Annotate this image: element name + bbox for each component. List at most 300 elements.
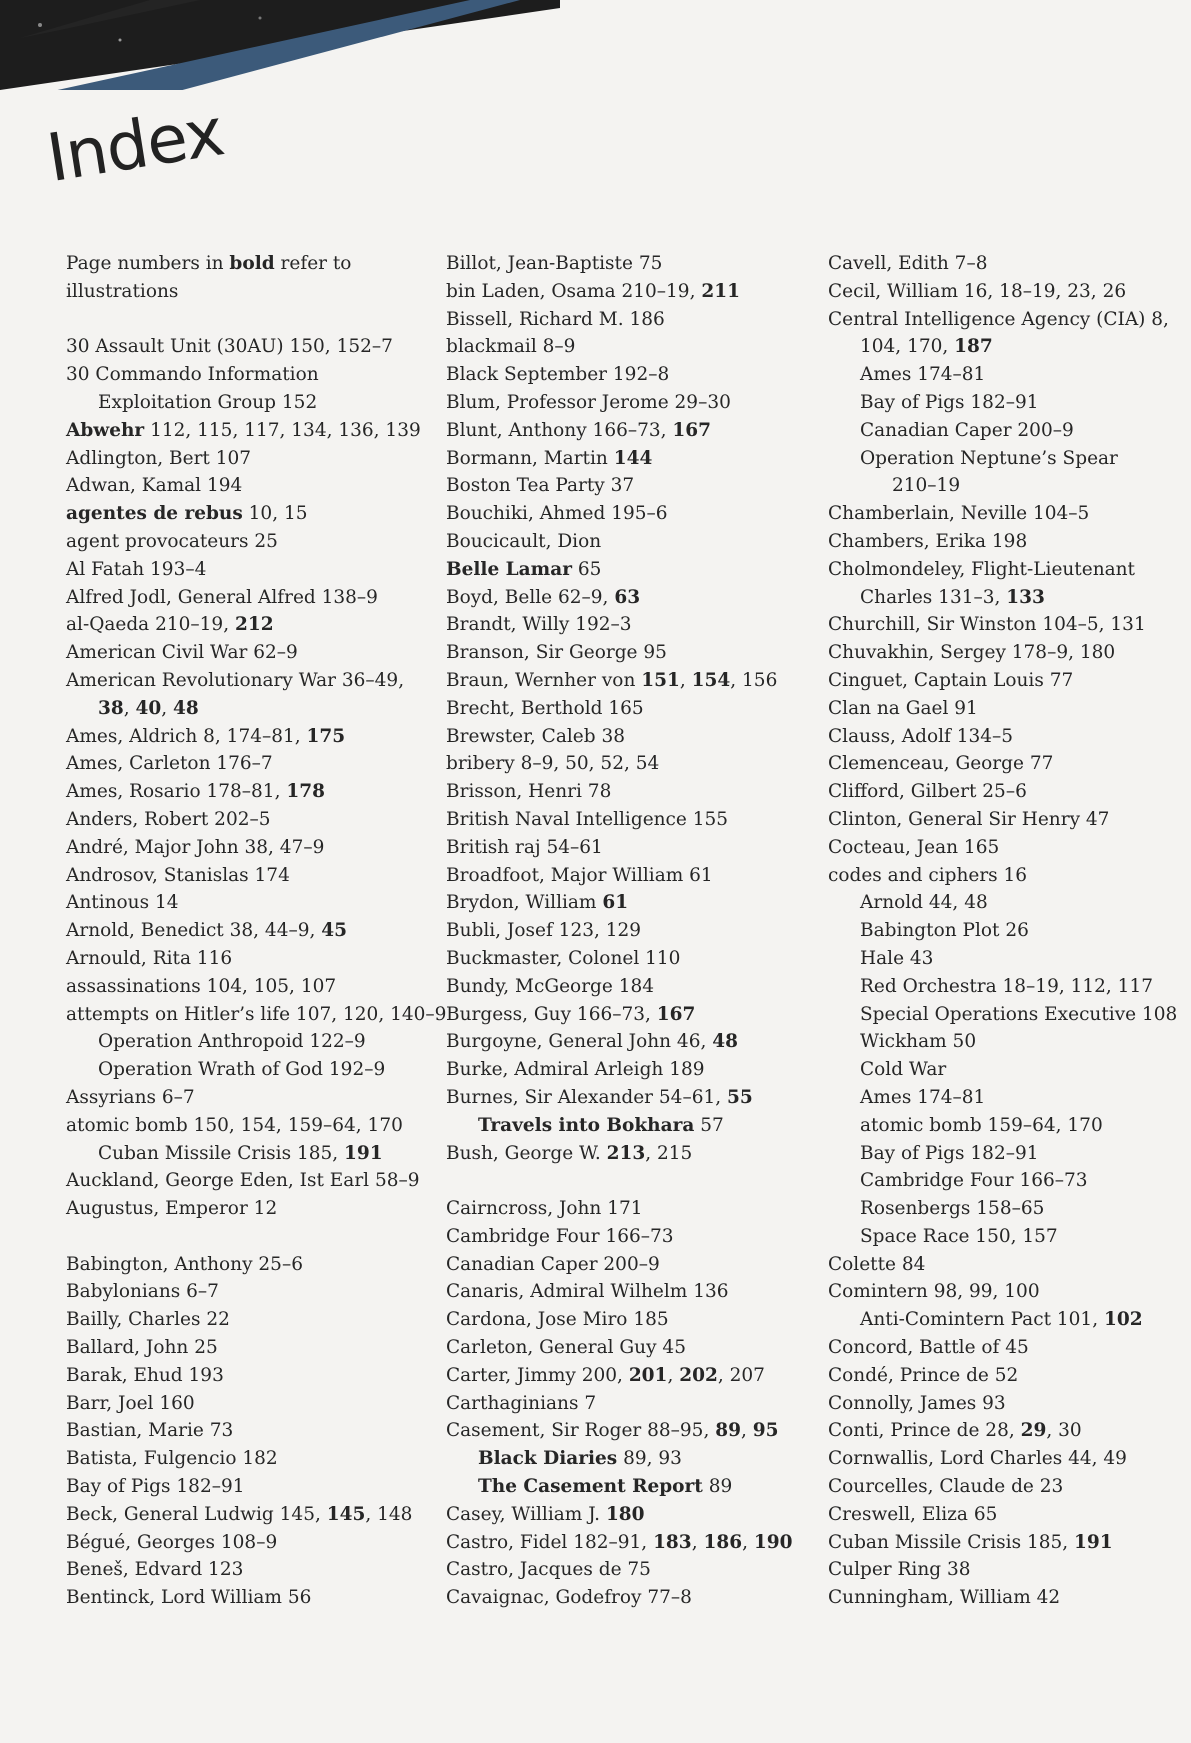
index-entry: [446, 278, 806, 306]
bold-ref: bold: [229, 253, 275, 274]
index-entry: [446, 834, 806, 862]
index-entry: [446, 862, 806, 890]
bold-ref: 211: [701, 280, 740, 302]
entry-text: Central Intelligence Agency (CIA) 8,: [828, 308, 1169, 330]
bold-ref: 180: [605, 1503, 645, 1525]
entry-text: Barak, Ehud 193: [66, 1364, 224, 1386]
index-entry: [66, 1445, 426, 1473]
entry-text: Bissell, Richard M. 186: [446, 308, 665, 330]
index-entry: [828, 1334, 1188, 1362]
bold-ref: 55: [727, 1086, 753, 1108]
bold-ref: 175: [306, 725, 346, 747]
index-entry: [446, 1084, 806, 1112]
entry-text: Colette 84: [828, 1253, 926, 1275]
index-subentry: [66, 695, 426, 723]
bold-ref: 63: [614, 586, 641, 608]
entry-text: Ames 174–81: [860, 364, 986, 386]
index-entry: [66, 917, 426, 945]
entry-text: Arnold, Benedict 38, 44–9,: [66, 920, 322, 942]
index-entry: [828, 500, 1188, 528]
index-subentry: [828, 389, 1188, 417]
index-entry: [446, 528, 806, 556]
index-subentry: [828, 1306, 1188, 1334]
entry-text: Space Race 150, 157: [860, 1225, 1058, 1247]
index-entry: [446, 584, 806, 612]
entry-text: American Revolutionary War 36–49,: [66, 669, 405, 691]
entry-text: al-Qaeda 210–19,: [66, 614, 235, 636]
index-entry: [66, 611, 426, 639]
entry-text: , 148: [365, 1503, 413, 1525]
entry-text: 10, 15: [242, 503, 308, 525]
index-entry: [66, 778, 426, 806]
index-entry: [828, 1390, 1188, 1418]
entry-text: Cold War: [860, 1059, 947, 1081]
index-entry: [828, 834, 1188, 862]
entry-text: Cavaignac, Godefroy 77–8: [446, 1587, 692, 1609]
entry-text: Ballard, John 25: [66, 1337, 218, 1359]
index-subentry: [828, 1140, 1188, 1168]
entry-text: Cambridge Four 166–73: [446, 1225, 674, 1247]
entry-text: Bubli, Josef 123, 129: [446, 920, 642, 942]
index-entry: [828, 1529, 1188, 1557]
entry-text: Courcelles, Claude de 23: [828, 1476, 1064, 1498]
entry-text: Canadian Caper 200–9: [446, 1253, 660, 1275]
entry-text: Bush, George W.: [446, 1142, 607, 1164]
entry-text: 89, 93: [617, 1448, 682, 1470]
entry-text: Augustus, Emperor 12: [66, 1198, 278, 1220]
entry-text: Boston Tea Party 37: [446, 475, 635, 497]
index-entry: [446, 1028, 806, 1056]
index-entry: [66, 667, 426, 695]
entry-text: Bay of Pigs 182–91: [860, 391, 1039, 413]
entry-text: illustrations: [66, 280, 179, 302]
index-entry: [446, 1056, 806, 1084]
index-entry: [446, 500, 806, 528]
entry-text: Burke, Admiral Arleigh 189: [446, 1059, 705, 1081]
entry-text: Ames, Aldrich 8, 174–81,: [66, 725, 307, 747]
bold-ref: 151: [641, 669, 680, 691]
entry-text: Charles 131–3,: [860, 586, 1007, 608]
entry-text: Bouchiki, Ahmed 195–6: [446, 503, 668, 525]
index-subentry: [828, 917, 1188, 945]
entry-text: ,: [742, 1531, 754, 1553]
entry-text: 210–19: [892, 475, 961, 497]
bold-ref: 38: [98, 697, 124, 719]
entry-text: 89: [702, 1476, 733, 1498]
entry-text: , 30: [1046, 1420, 1082, 1442]
entry-text: Ames 174–81: [860, 1086, 986, 1108]
entry-text: Chambers, Erika 198: [828, 530, 1028, 552]
index-subentry: [828, 1195, 1188, 1223]
index-entry: [446, 472, 806, 500]
index-subentry: [828, 1028, 1188, 1056]
index-entry: [66, 1417, 426, 1445]
index-subentry: [828, 1084, 1188, 1112]
index-entry: [66, 1334, 426, 1362]
entry-text: Arnold 44, 48: [860, 892, 988, 914]
entry-text: Broadfoot, Major William 61: [446, 864, 713, 886]
index-entry: [66, 862, 426, 890]
entry-text: codes and ciphers 16: [828, 864, 1028, 886]
entry-text: Cuban Missile Crisis 185,: [828, 1531, 1075, 1553]
bold-ref: Belle Lamar: [446, 558, 572, 580]
bold-ref: 201: [628, 1364, 668, 1386]
index-entry: [446, 1195, 806, 1223]
entry-text: Bundy, McGeorge 184: [446, 975, 655, 997]
entry-text: Culper Ring 38: [828, 1559, 971, 1581]
entry-text: Cinguet, Captain Louis 77: [828, 669, 1074, 691]
index-entry: [446, 1001, 806, 1029]
bold-ref: 145: [326, 1503, 366, 1525]
entry-text: Bastian, Marie 73: [66, 1420, 234, 1442]
bold-ref: agentes de rebus: [66, 503, 243, 525]
index-entry: [828, 528, 1188, 556]
index-subentry: [66, 1028, 426, 1056]
entry-text: 30 Commando Information: [66, 364, 319, 386]
entry-text: Burgoyne, General John 46,: [446, 1031, 713, 1053]
index-entry: [446, 1334, 806, 1362]
index-entry: [66, 1278, 426, 1306]
entry-text: ,: [123, 697, 136, 719]
index-entry: [446, 778, 806, 806]
index-entry: [828, 723, 1188, 751]
bold-ref: 144: [613, 447, 653, 469]
index-entry: [828, 667, 1188, 695]
entry-text: atomic bomb 150, 154, 159–64, 170: [66, 1114, 403, 1136]
index-entry: [446, 1306, 806, 1334]
entry-text: 104, 170,: [860, 336, 955, 358]
entry-text: 112, 115, 117, 134, 136, 139: [144, 419, 421, 441]
index-entry: [446, 1278, 806, 1306]
index-entry: [446, 1556, 806, 1584]
entry-text: Blunt, Anthony 166–73,: [446, 419, 673, 441]
index-entry: [828, 695, 1188, 723]
index-entry: [446, 361, 806, 389]
entry-text: Batista, Fulgencio 182: [66, 1448, 278, 1470]
entry-text: Hale 43: [860, 947, 934, 969]
index-entry: [828, 556, 1188, 584]
entry-text: Buckmaster, Colonel 110: [446, 947, 681, 969]
index-entry: [446, 611, 806, 639]
index-subentry: [828, 1056, 1188, 1084]
index-column-1: [66, 250, 447, 1612]
entry-text: Clinton, General Sir Henry 47: [828, 808, 1110, 830]
index-entry: [446, 1251, 806, 1279]
index-entry: [446, 889, 806, 917]
index-entry: [66, 500, 426, 528]
bold-ref: 48: [712, 1031, 738, 1053]
entry-text: Chamberlain, Neville 104–5: [828, 503, 1090, 525]
entry-text: Operation Neptune’s Spear: [860, 447, 1118, 469]
bold-ref: 29: [1020, 1420, 1047, 1442]
index-entry: [66, 1084, 426, 1112]
entry-text: American Civil War 62–9: [66, 642, 298, 664]
index-subentry: [828, 584, 1188, 612]
bold-ref: Travels into Bokhara: [478, 1114, 695, 1136]
index-subentry: [828, 1001, 1188, 1029]
entry-text: Operation Wrath of God 192–9: [98, 1059, 386, 1081]
bold-ref: 95: [752, 1420, 779, 1442]
entry-text: Casement, Sir Roger 88–95,: [446, 1420, 716, 1442]
index-entry: [66, 806, 426, 834]
index-entry: [828, 778, 1188, 806]
entry-text: Alfred Jodl, General Alfred 138–9: [66, 586, 378, 608]
entry-text: Bentinck, Lord William 56: [66, 1587, 312, 1609]
blank-line: [66, 306, 426, 334]
bold-ref: 61: [602, 892, 629, 914]
entry-text: atomic bomb 159–64, 170: [860, 1114, 1103, 1136]
index-column-2: [446, 250, 806, 1612]
bold-ref: 154: [691, 669, 731, 691]
entry-text: Creswell, Eliza 65: [828, 1503, 998, 1525]
index-subentry: [66, 1140, 426, 1168]
bold-ref: 187: [954, 336, 993, 358]
entry-text: Canaris, Admiral Wilhelm 136: [446, 1281, 729, 1303]
index-entry: [828, 750, 1188, 778]
index-entry: [66, 723, 426, 751]
bold-ref: 213: [606, 1142, 646, 1164]
entry-text: Blum, Professor Jerome 29–30: [446, 391, 731, 413]
bold-ref: 186: [703, 1531, 743, 1553]
entry-text: Cuban Missile Crisis 185,: [98, 1142, 345, 1164]
index-entry: [446, 333, 806, 361]
blank-line: [446, 1167, 806, 1195]
entry-text: Clemenceau, George 77: [828, 753, 1054, 775]
index-entry: [66, 1390, 426, 1418]
entry-text: Casey, William J.: [446, 1503, 606, 1525]
index-entry: [828, 1362, 1188, 1390]
entry-text: , 156: [730, 669, 778, 691]
index-entry: [828, 1473, 1188, 1501]
entry-text: Concord, Battle of 45: [828, 1337, 1029, 1359]
bold-ref: 45: [321, 920, 347, 942]
index-entry: [66, 1473, 426, 1501]
index-subentry: [828, 945, 1188, 973]
entry-text: Cecil, William 16, 18–19, 23, 26: [828, 280, 1127, 302]
index-entry: [446, 667, 806, 695]
index-entry: [446, 1223, 806, 1251]
index-entry: [66, 1251, 426, 1279]
index-subentry: [828, 361, 1188, 389]
entry-text: Brydon, William: [446, 892, 603, 914]
index-entry: [446, 695, 806, 723]
index-entry: [66, 1529, 426, 1557]
entry-text: Boucicault, Dion: [446, 530, 602, 552]
index-entry: [66, 1556, 426, 1584]
index-entry: [446, 1417, 806, 1445]
entry-text: Castro, Jacques de 75: [446, 1559, 651, 1581]
index-subentry: [66, 1056, 426, 1084]
index-entry: [446, 1390, 806, 1418]
entry-text: British Naval Intelligence 155: [446, 808, 729, 830]
index-entry: [446, 639, 806, 667]
entry-text: Connolly, James 93: [828, 1392, 1006, 1414]
index-entry: [66, 1167, 426, 1195]
index-entry: [66, 361, 426, 389]
bold-ref: 40: [135, 697, 162, 719]
entry-text: Boyd, Belle 62–9,: [446, 586, 615, 608]
entry-text: Braun, Wernher von: [446, 669, 642, 691]
index-subentry: [828, 472, 1188, 500]
entry-text: , 215: [645, 1142, 693, 1164]
entry-text: ,: [679, 669, 692, 691]
bold-ref: 102: [1103, 1309, 1143, 1331]
entry-text: ,: [161, 697, 174, 719]
entry-text: Cholmondeley, Flight-Lieutenant: [828, 558, 1135, 580]
blank-line: [66, 1223, 426, 1251]
entry-text: Black September 192–8: [446, 364, 670, 386]
entry-text: ,: [740, 1420, 753, 1442]
index-entry: [828, 1556, 1188, 1584]
entry-text: assassinations 104, 105, 107: [66, 975, 337, 997]
entry-text: 57: [694, 1114, 724, 1136]
entry-text: Bay of Pigs 182–91: [66, 1476, 245, 1498]
index-entry: [828, 1584, 1188, 1612]
entry-text: Bégué, Georges 108–9: [66, 1531, 278, 1553]
entry-text: Babington Plot 26: [860, 920, 1029, 942]
entry-text: Condé, Prince de 52: [828, 1364, 1019, 1386]
index-entry: [66, 556, 426, 584]
index-subentry: [828, 1223, 1188, 1251]
bold-ref: 89: [715, 1420, 741, 1442]
index-entry: [66, 333, 426, 361]
index-entry: [66, 834, 426, 862]
bold-ref: 48: [173, 697, 199, 719]
index-entry: [828, 1278, 1188, 1306]
entry-text: Auckland, George Eden, Ist Earl 58–9: [66, 1170, 420, 1192]
index-entry: [66, 472, 426, 500]
entry-text: Carthaginians 7: [446, 1392, 597, 1414]
entry-text: bin Laden, Osama 210–19,: [446, 280, 702, 302]
index-entry: [828, 250, 1188, 278]
index-entry: [828, 1445, 1188, 1473]
index-entry: [66, 973, 426, 1001]
entry-text: Cocteau, Jean 165: [828, 836, 1000, 858]
bold-ref: The Casement Report: [478, 1476, 703, 1498]
index-subentry: [446, 1445, 806, 1473]
entry-text: Brewster, Caleb 38: [446, 725, 625, 747]
entry-text: Bormann, Martin: [446, 447, 614, 469]
index-entry: [446, 556, 806, 584]
bold-ref: Abwehr: [66, 419, 145, 441]
entry-text: , 207: [717, 1364, 765, 1386]
page-title: Index: [41, 93, 229, 197]
bold-ref: 167: [672, 419, 712, 441]
entry-text: Special Operations Executive 108: [860, 1003, 1178, 1025]
index-entry: [66, 1112, 426, 1140]
index-entry: [446, 917, 806, 945]
entry-text: Babington, Anthony 25–6: [66, 1253, 303, 1275]
entry-text: refer to: [274, 253, 352, 274]
index-entry: [66, 750, 426, 778]
entry-text: Cairncross, John 171: [446, 1198, 643, 1220]
entry-text: Brecht, Berthold 165: [446, 697, 644, 719]
entry-text: Anders, Robert 202–5: [66, 808, 271, 830]
entry-text: Canadian Caper 200–9: [860, 419, 1074, 441]
index-subentry: [828, 417, 1188, 445]
index-entry: [446, 1140, 806, 1168]
entry-text: Ames, Rosario 178–81,: [66, 781, 287, 803]
entry-text: ,: [667, 1364, 680, 1386]
bold-ref: 167: [656, 1003, 696, 1025]
header-banner-graphic: [0, 0, 560, 90]
index-entry: [66, 1195, 426, 1223]
index-entry: [66, 278, 426, 306]
index-entry: [66, 1362, 426, 1390]
bold-ref: 178: [286, 781, 325, 803]
index-entry: [446, 1501, 806, 1529]
entry-text: Bay of Pigs 182–91: [860, 1142, 1039, 1164]
index-entry: [66, 1501, 426, 1529]
entry-text: Brisson, Henri 78: [446, 781, 612, 803]
bold-ref: 191: [344, 1142, 383, 1164]
entry-text: Exploitation Group 152: [98, 391, 318, 413]
bold-ref: Black Diaries: [478, 1448, 618, 1470]
index-entry: [828, 806, 1188, 834]
index-entry: [66, 445, 426, 473]
entry-text: Bailly, Charles 22: [66, 1309, 230, 1331]
entry-text: Clan na Gael 91: [828, 697, 978, 719]
entry-text: agent provocateurs 25: [66, 530, 278, 552]
index-entry: [66, 584, 426, 612]
entry-text: Clauss, Adolf 134–5: [828, 725, 1014, 747]
entry-text: Red Orchestra 18–19, 112, 117: [860, 975, 1153, 997]
index-entry: [828, 1251, 1188, 1279]
entry-text: Cardona, Jose Miro 185: [446, 1309, 669, 1331]
index-subentry: [828, 1167, 1188, 1195]
index-entry: [446, 1584, 806, 1612]
entry-text: blackmail 8–9: [446, 336, 576, 358]
index-entry: [828, 1501, 1188, 1529]
entry-text: 30 Assault Unit (30AU) 150, 152–7: [66, 336, 393, 358]
index-entry: [66, 1584, 426, 1612]
index-entry: [66, 889, 426, 917]
entry-text: Chuvakhin, Sergey 178–9, 180: [828, 642, 1116, 664]
index-subentry: [446, 1473, 806, 1501]
entry-text: Castro, Fidel 182–91,: [446, 1531, 654, 1553]
entry-text: Carter, Jimmy 200,: [446, 1364, 629, 1386]
index-entry: [446, 973, 806, 1001]
entry-text: Branson, Sir George 95: [446, 642, 667, 664]
index-entry: [446, 806, 806, 834]
index-subentry: [828, 889, 1188, 917]
entry-text: 65: [571, 558, 602, 580]
entry-text: British raj 54–61: [446, 836, 603, 858]
index-entry: [828, 1417, 1188, 1445]
entry-text: Barr, Joel 160: [66, 1392, 195, 1414]
entry-text: Conti, Prince de 28,: [828, 1420, 1021, 1442]
entry-text: André, Major John 38, 47–9: [66, 836, 325, 858]
index-entry: [828, 862, 1188, 890]
entry-text: Cavell, Edith 7–8: [828, 253, 988, 274]
bold-ref: 191: [1074, 1531, 1113, 1553]
index-entry: [66, 528, 426, 556]
entry-text: Clifford, Gilbert 25–6: [828, 781, 1027, 803]
bold-ref: 183: [653, 1531, 692, 1553]
index-entry: [828, 611, 1188, 639]
entry-text: Comintern 98, 99, 100: [828, 1281, 1040, 1303]
entry-text: bribery 8–9, 50, 52, 54: [446, 753, 660, 775]
entry-text: Operation Anthropoid 122–9: [98, 1031, 366, 1053]
index-entry: [828, 639, 1188, 667]
entry-text: Androsov, Stanislas 174: [66, 864, 290, 886]
index-column-3: [828, 250, 1188, 1612]
index-entry: [446, 1529, 806, 1557]
index-subentry: [66, 389, 426, 417]
index-subentry: [828, 973, 1188, 1001]
index-entry: [66, 1001, 447, 1029]
bold-ref: 212: [234, 614, 274, 636]
